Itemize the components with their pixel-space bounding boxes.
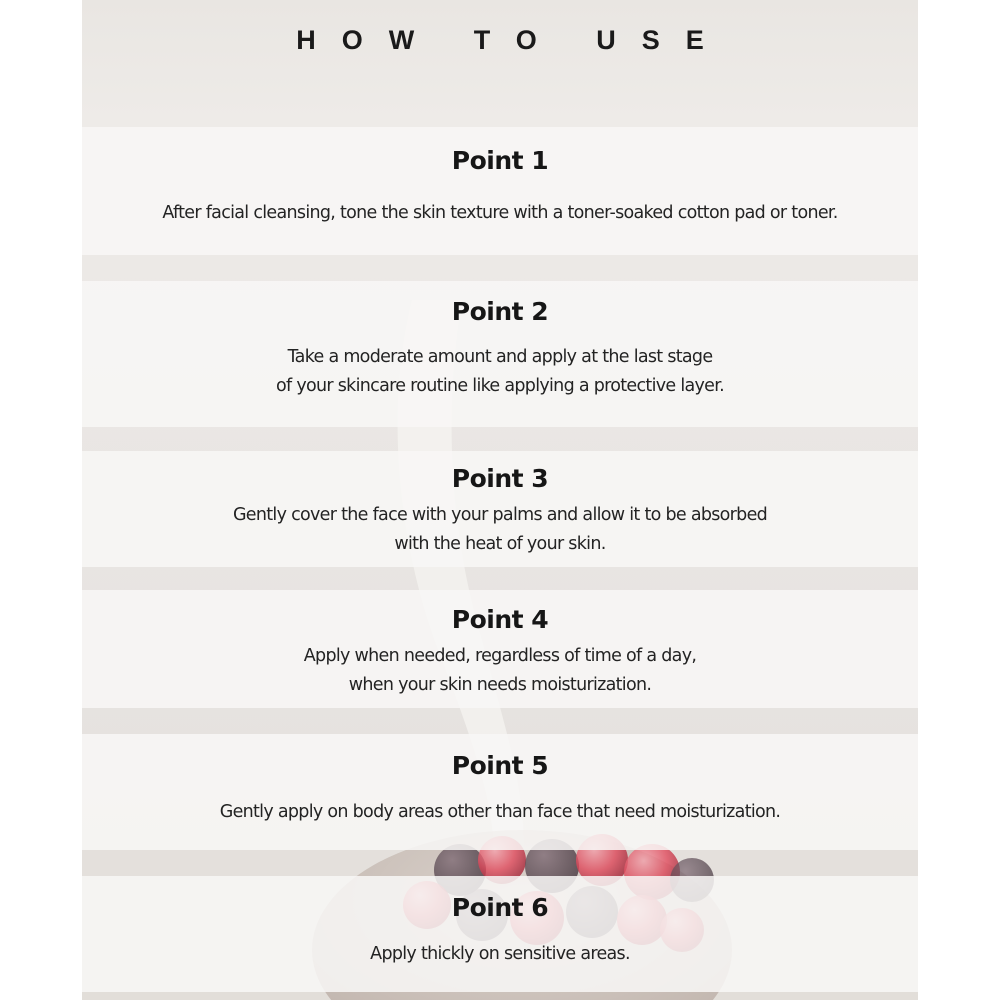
point-card-5 <box>82 734 918 850</box>
point-text: Apply thickly on sensitive areas. <box>370 944 630 964</box>
point-text: Take a moderate amount and apply at the last stage of your skincare routine like applying a protective layer. <box>276 347 724 396</box>
point-heading: Point 2 <box>451 297 549 326</box>
point-heading: Point 1 <box>451 146 549 175</box>
point-text: After facial cleansing, tone the skin texture with a toner-soaked cotton pad or toner. <box>162 203 838 223</box>
point-heading: Point 4 <box>451 605 549 634</box>
point-card-6 <box>82 876 918 992</box>
point-heading: Point 3 <box>451 464 549 493</box>
page-title: HOW TO USE <box>296 25 730 55</box>
point-text: Apply when needed, regardless of time of a day, when your skin needs moisturization. <box>303 646 697 695</box>
point-card-2 <box>82 281 918 427</box>
point-heading: Point 6 <box>451 893 549 922</box>
how-to-use-panel <box>82 0 918 1000</box>
point-text: Gently cover the face with your palms and allow it to be absorbed with the heat of your skin. <box>232 505 768 554</box>
point-heading: Point 5 <box>451 751 549 780</box>
point-card-4 <box>82 590 918 708</box>
point-card-1 <box>82 127 918 255</box>
point-card-3 <box>82 451 918 567</box>
point-text: Gently apply on body areas other than face that need moisturization. <box>219 802 781 822</box>
